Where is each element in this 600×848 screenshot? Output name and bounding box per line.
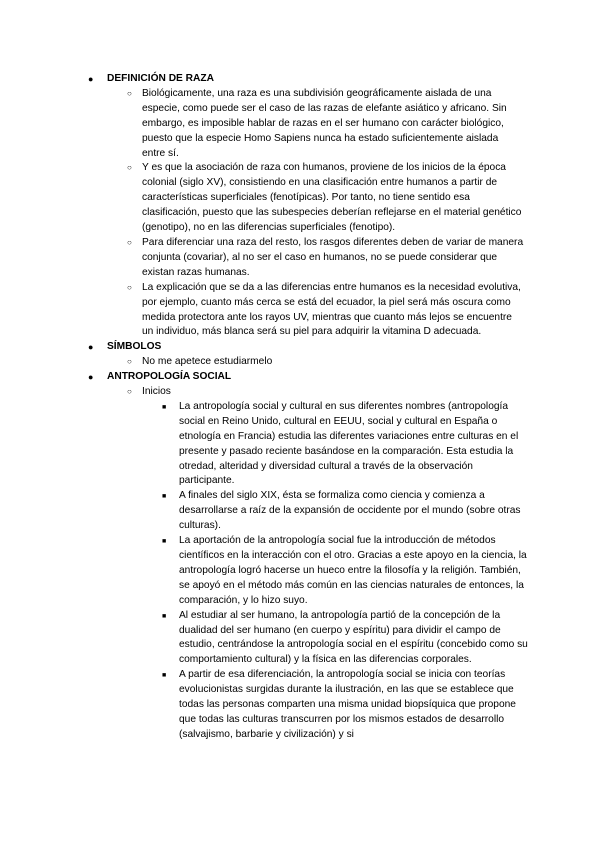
section-heading-raza: ● DEFINICIÓN DE RAZA [0, 72, 600, 87]
list-item: ○ Inicios [0, 385, 600, 400]
section-heading-antropologia-social: ● ANTROPOLOGÍA SOCIAL [0, 370, 600, 385]
sub-list-item: ■ A partir de esa diferenciación, la antropología social se inicia con teorías evolucionistas surgidas durante la ilustración, en las que se establece que todas las personas comparten una misma unidad biopsíquica que propone que todas las culturas transcurren por los mismos estados de desarrollo (salvajismo, barbarie y civilización) y si [162, 669, 516, 740]
square-bullet-icon: ■ [162, 538, 167, 546]
square-bullet-icon: ■ [162, 612, 167, 620]
sub-list-item: ■ La aportación de la antropología social fue la introducción de métodos científicos en la interacción con el otro. Gracias a este apoyo en la ciencia, la antropología logró hacerse un hueco entre la filosofía y la religión. También, se apoyó en el método más común en las ciencias naturales de entonces, la comparación, y lo hizo suyo. [162, 535, 527, 606]
circle-bullet-icon: ○ [127, 88, 132, 98]
circle-bullet-icon: ○ [127, 163, 132, 173]
bullet-icon: ● [88, 342, 94, 353]
sub-list-item: ■ Al estudiar al ser humano, la antropología partió de la concepción de la dualidad del ser humano (en cuerpo y espíritu) para dividir el campo de estudio, centrándose la antropología social en el espíritu (concebido como su comportamiento cultural) y la física en las diferencias corporales. [162, 609, 528, 666]
bullet-icon: ● [88, 74, 94, 84]
circle-bullet-icon: ○ [127, 237, 132, 247]
circle-bullet-icon: ○ [127, 357, 132, 367]
list-item: ○ La explicación que se da a las diferencias entre humanos es la necesidad evolutiva, por ejemplo, cuanto más cerca se está del ecuador, la piel será más oscura como medida protectora ante los rayos UV, mientras que cuanto más lejos se encuentre un individuo, más blanca será su piel para adquirir la vitamina D adecuada. [127, 281, 521, 338]
circle-bullet-icon: ○ [127, 282, 132, 292]
list-item: ○ No me apetece estudiarmelo [0, 355, 600, 370]
list-item: ○ Biológicamente, una raza es una subdivisión geográficamente aislada de una especie, como puede ser el caso de las razas de elefante asiático y africano. Sin embargo, es imposible hablar de razas en el ser humano con carácter biológico, puesto que la especie Homo Sapiens nunca ha estado suficientemente aislada entre sí. [127, 87, 507, 159]
document-body [0, 72, 600, 743]
sub-list-item: ■ A finales del siglo XIX, ésta se formaliza como ciencia y comienza a desarrollarse a raíz de la expansión de occidente por el mundo (sobre otras culturas). [162, 490, 521, 532]
square-bullet-icon: ■ [162, 672, 167, 680]
list-item: ○ Y es que la asociación de raza con humanos, proviene de los inicios de la época colonial (siglo XV), consistiendo en una clasificación entre humanos a partir de características superficiales (fenotípicas). Por tanto, no tiene sentido esa clasificación, puesto que las subespecies deberían reflejarse en el material genético (genotipo), no en las diferencias superficiales (fenotipo). [127, 162, 522, 234]
circle-bullet-icon: ○ [127, 387, 132, 397]
section-heading-simbolos: ● SÍMBOLOS [0, 340, 600, 355]
square-bullet-icon: ■ [162, 493, 167, 501]
square-bullet-icon: ■ [162, 403, 167, 411]
sub-list-item: ■ La antropología social y cultural en sus diferentes nombres (antropología social en Reino Unido, cultural en EEUU, social y cultural en España o etnología en Francia) estudia las diferentes variaciones entre culturas en el presente y pasado reciente basándose en la comparación. Esta estudia la otredad, alteridad y diversidad cultural a través de la observación participante. [162, 400, 519, 487]
list-item: ○ Para diferenciar una raza del resto, los rasgos diferentes deben de variar de manera conjunta (covariar), al no ser el caso en humanos, no se puede considerar que existan razas humanas. [127, 236, 524, 278]
bullet-icon: ● [88, 372, 94, 383]
